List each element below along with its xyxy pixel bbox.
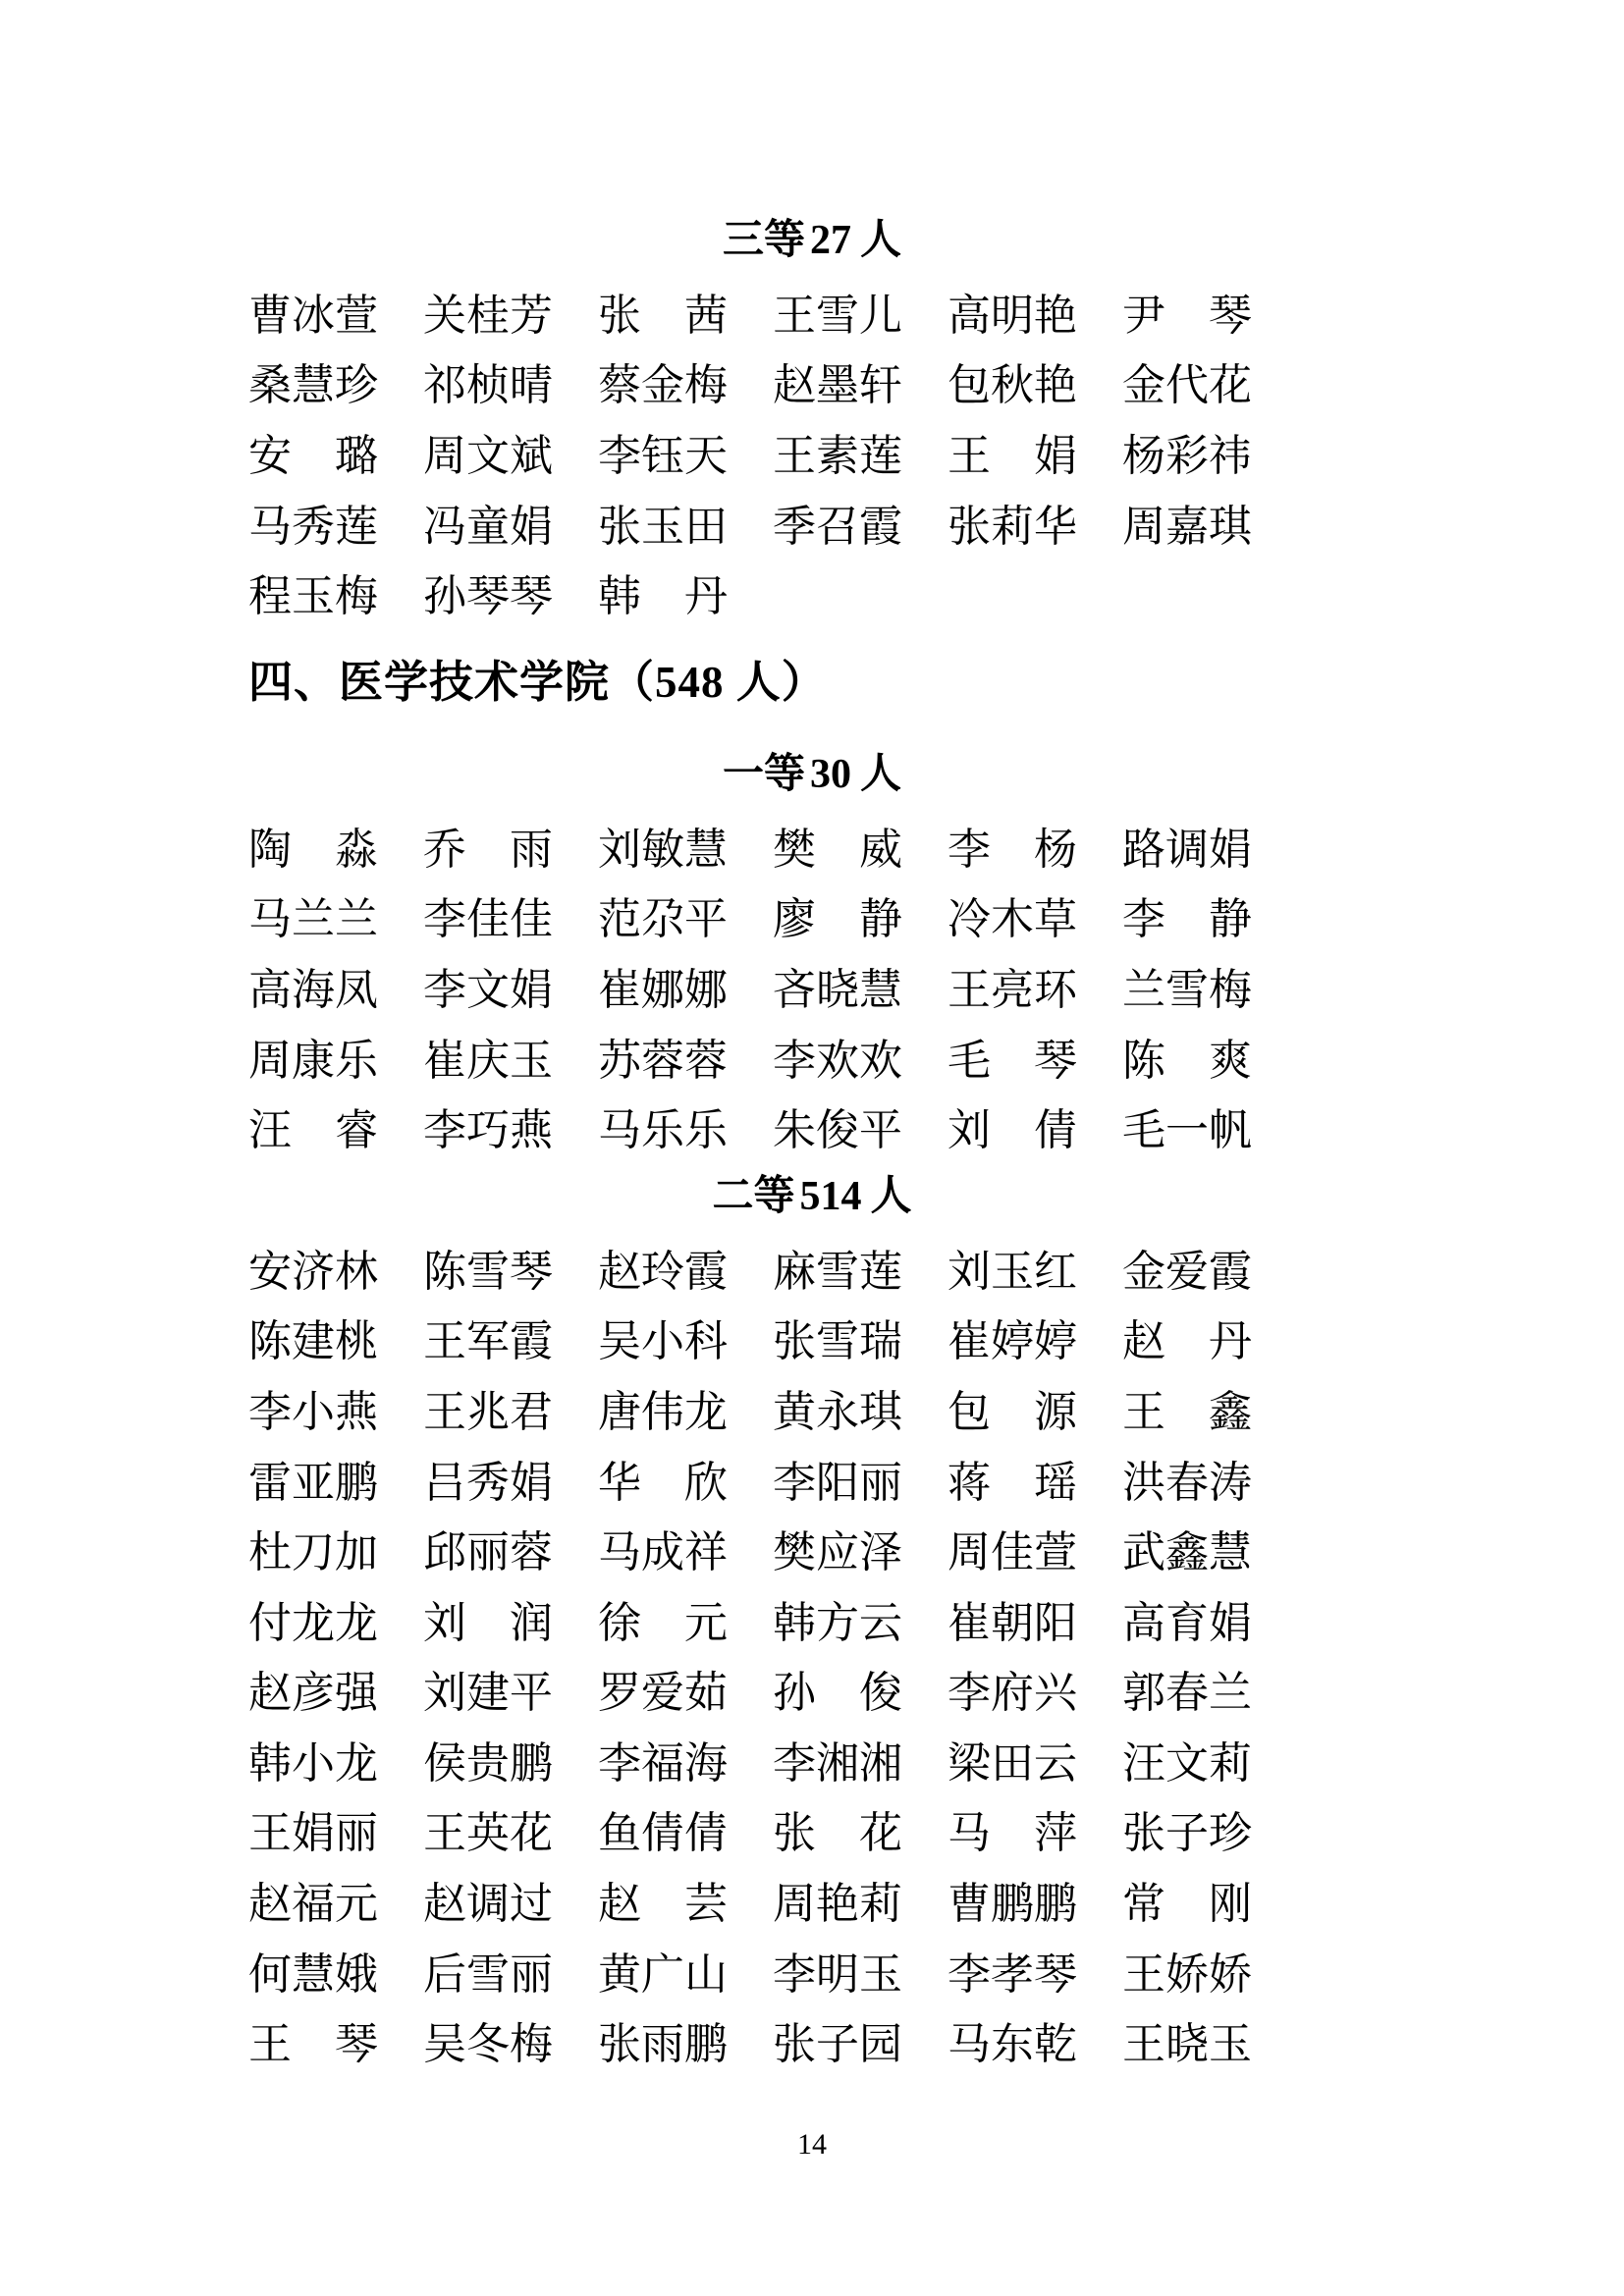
college-heading: 四、医学技术学院（548 人） bbox=[248, 657, 827, 707]
person-name: 孙琴琴 bbox=[423, 572, 553, 621]
person-name: 刘 倩 bbox=[947, 1106, 1077, 1155]
person-name: 李文娟 bbox=[423, 965, 553, 1014]
person-name: 曹鹏鹏 bbox=[947, 1880, 1077, 1929]
person-name: 苏蓉蓉 bbox=[598, 1036, 728, 1085]
person-name: 陈雪琴 bbox=[423, 1247, 553, 1296]
person-name: 付龙龙 bbox=[248, 1598, 378, 1647]
person-name: 毛一帆 bbox=[1122, 1106, 1252, 1155]
person-name: 刘玉红 bbox=[947, 1247, 1077, 1296]
grade-heading bbox=[248, 739, 1376, 810]
person-name: 鱼倩倩 bbox=[598, 1809, 728, 1858]
person-name: 赵 芸 bbox=[598, 1880, 728, 1929]
person-name: 毛 琴 bbox=[947, 1036, 1077, 1085]
person-name: 周嘉琪 bbox=[1122, 502, 1252, 551]
person-name: 郭春兰 bbox=[1122, 1669, 1252, 1718]
name-grid bbox=[248, 810, 1376, 1161]
person-name: 马乐乐 bbox=[598, 1106, 728, 1155]
person-name: 樊应泽 bbox=[773, 1528, 902, 1577]
person-name: 赵 丹 bbox=[1122, 1317, 1252, 1366]
person-name: 汪文莉 bbox=[1122, 1738, 1252, 1788]
person-name: 孙 俊 bbox=[773, 1669, 902, 1718]
person-name: 高明艳 bbox=[947, 291, 1077, 340]
person-name: 包 源 bbox=[947, 1387, 1077, 1436]
person-name: 王 琴 bbox=[248, 2020, 378, 2069]
person-name: 张雪瑞 bbox=[773, 1317, 902, 1366]
person-name: 包秋艳 bbox=[947, 361, 1077, 410]
person-name: 崔庆玉 bbox=[423, 1036, 553, 1085]
person-name: 张子园 bbox=[773, 2020, 902, 2069]
person-name: 王兆君 bbox=[423, 1387, 553, 1436]
person-name: 尹 琴 bbox=[1122, 291, 1252, 340]
person-name: 赵玲霞 bbox=[598, 1247, 728, 1296]
person-name: 陶 淼 bbox=[248, 825, 378, 874]
grade-name: 二等 bbox=[712, 1173, 795, 1219]
grade-count-unit: 人 bbox=[870, 1173, 912, 1219]
person-name: 蒋 瑶 bbox=[947, 1458, 1077, 1507]
person-name: 王亮环 bbox=[947, 965, 1077, 1014]
person-name: 李阳丽 bbox=[773, 1458, 902, 1507]
person-name: 季召霞 bbox=[773, 502, 902, 551]
person-name: 洪春涛 bbox=[1122, 1458, 1252, 1507]
grade-count: 30 bbox=[810, 751, 851, 797]
person-name: 金爱霞 bbox=[1122, 1247, 1252, 1296]
person-name: 李 静 bbox=[1122, 895, 1252, 944]
person-name: 梁田云 bbox=[947, 1738, 1077, 1788]
grade-count-unit: 人 bbox=[860, 751, 902, 797]
grade-heading bbox=[248, 1161, 1376, 1232]
person-name: 王娟丽 bbox=[248, 1809, 378, 1858]
person-name: 徐 元 bbox=[598, 1598, 728, 1647]
person-name: 乔 雨 bbox=[423, 825, 553, 874]
person-name: 韩方云 bbox=[773, 1598, 902, 1647]
person-name: 李明玉 bbox=[773, 1949, 902, 1999]
person-name: 唐伟龙 bbox=[598, 1387, 728, 1436]
name-grid bbox=[248, 1232, 1376, 2075]
person-name: 桑慧珍 bbox=[248, 361, 378, 410]
person-name: 陈建桃 bbox=[248, 1317, 378, 1366]
grade-name: 一等 bbox=[722, 751, 805, 797]
person-name: 高海凤 bbox=[248, 965, 378, 1014]
person-name: 陈 爽 bbox=[1122, 1036, 1252, 1085]
grade-name: 三等 bbox=[722, 218, 805, 263]
person-name: 马兰兰 bbox=[248, 895, 378, 944]
grade-heading bbox=[248, 205, 1376, 276]
person-name: 路调娟 bbox=[1122, 825, 1252, 874]
person-name: 李欢欢 bbox=[773, 1036, 902, 1085]
person-name: 吕秀娟 bbox=[423, 1458, 553, 1507]
person-name: 吝晓慧 bbox=[773, 965, 902, 1014]
person-name: 赵墨轩 bbox=[773, 361, 902, 410]
person-name: 王娇娇 bbox=[1122, 1949, 1252, 1999]
person-name: 李 杨 bbox=[947, 825, 1077, 874]
person-name: 赵调过 bbox=[423, 1880, 553, 1929]
person-name: 崔婷婷 bbox=[947, 1317, 1077, 1366]
grade-count-unit: 人 bbox=[860, 218, 902, 263]
person-name: 黄永琪 bbox=[773, 1387, 902, 1436]
person-name: 王素莲 bbox=[773, 431, 902, 480]
person-name: 何慧娥 bbox=[248, 1949, 378, 1999]
person-name: 王晓玉 bbox=[1122, 2020, 1252, 2069]
person-name: 吴小科 bbox=[598, 1317, 728, 1366]
person-name: 侯贵鹏 bbox=[423, 1738, 553, 1788]
grade-count: 514 bbox=[799, 1173, 862, 1219]
person-name: 廖 静 bbox=[773, 895, 902, 944]
person-name: 麻雪莲 bbox=[773, 1247, 902, 1296]
person-name: 马成祥 bbox=[598, 1528, 728, 1577]
person-name: 周康乐 bbox=[248, 1036, 378, 1085]
page-number: 14 bbox=[797, 2128, 827, 2161]
person-name: 黄广山 bbox=[598, 1949, 728, 1999]
person-name: 后雪丽 bbox=[423, 1949, 553, 1999]
person-name: 张 花 bbox=[773, 1809, 902, 1858]
person-name: 金代花 bbox=[1122, 361, 1252, 410]
person-name: 樊 威 bbox=[773, 825, 902, 874]
name-grid bbox=[248, 276, 1376, 627]
person-name: 张子珍 bbox=[1122, 1809, 1252, 1858]
person-name: 韩小龙 bbox=[248, 1738, 378, 1788]
person-name: 邱丽蓉 bbox=[423, 1528, 553, 1577]
person-name: 华 欣 bbox=[598, 1458, 728, 1507]
person-name: 关桂芳 bbox=[423, 291, 553, 340]
person-name: 韩 丹 bbox=[598, 572, 728, 621]
person-name: 赵彦强 bbox=[248, 1669, 378, 1718]
person-name: 王 鑫 bbox=[1122, 1387, 1252, 1436]
person-name: 王英花 bbox=[423, 1809, 553, 1858]
person-name: 马东乾 bbox=[947, 2020, 1077, 2069]
person-name: 安济林 bbox=[248, 1247, 378, 1296]
person-name: 蔡金梅 bbox=[598, 361, 728, 410]
person-name: 周文斌 bbox=[423, 431, 553, 480]
person-name: 李湘湘 bbox=[773, 1738, 902, 1788]
person-name: 汪 睿 bbox=[248, 1106, 378, 1155]
person-name: 李钰天 bbox=[598, 431, 728, 480]
person-name: 刘建平 bbox=[423, 1669, 553, 1718]
person-name: 崔朝阳 bbox=[947, 1598, 1077, 1647]
person-name: 王军霞 bbox=[423, 1317, 553, 1366]
person-name: 马 萍 bbox=[947, 1809, 1077, 1858]
person-name: 李府兴 bbox=[947, 1669, 1077, 1718]
person-name: 张雨鹏 bbox=[598, 2020, 728, 2069]
person-name: 兰雪梅 bbox=[1122, 965, 1252, 1014]
person-name: 冷木草 bbox=[947, 895, 1077, 944]
person-name: 程玉梅 bbox=[248, 572, 378, 621]
person-name: 武鑫慧 bbox=[1122, 1528, 1252, 1577]
person-name: 曹冰萱 bbox=[248, 291, 378, 340]
person-name: 王雪儿 bbox=[773, 291, 902, 340]
person-name: 张莉华 bbox=[947, 502, 1077, 551]
page-footer bbox=[248, 2128, 1376, 2162]
person-name: 祁桢晴 bbox=[423, 361, 553, 410]
person-name: 周佳萱 bbox=[947, 1528, 1077, 1577]
person-name: 张 茜 bbox=[598, 291, 728, 340]
person-name: 吴冬梅 bbox=[423, 2020, 553, 2069]
person-name: 赵福元 bbox=[248, 1880, 378, 1929]
person-name: 李孝琴 bbox=[947, 1949, 1077, 1999]
person-name: 李小燕 bbox=[248, 1387, 378, 1436]
person-name: 张玉田 bbox=[598, 502, 728, 551]
person-name: 雷亚鹏 bbox=[248, 1458, 378, 1507]
person-name: 杜刀加 bbox=[248, 1528, 378, 1577]
person-name: 罗爱茹 bbox=[598, 1669, 728, 1718]
person-name: 李福海 bbox=[598, 1738, 728, 1788]
person-name: 安 璐 bbox=[248, 431, 378, 480]
award-list-content bbox=[248, 205, 1376, 2075]
person-name: 范尕平 bbox=[598, 895, 728, 944]
person-name: 高育娟 bbox=[1122, 1598, 1252, 1647]
person-name: 王 娟 bbox=[947, 431, 1077, 480]
person-name: 刘 润 bbox=[423, 1598, 553, 1647]
person-name: 常 刚 bbox=[1122, 1880, 1252, 1929]
person-name: 朱俊平 bbox=[773, 1106, 902, 1155]
person-name: 杨彩祎 bbox=[1122, 431, 1252, 480]
grade-count: 27 bbox=[810, 218, 851, 263]
person-name: 李佳佳 bbox=[423, 895, 553, 944]
person-name: 刘敏慧 bbox=[598, 825, 728, 874]
person-name: 马秀莲 bbox=[248, 502, 378, 551]
person-name: 冯童娟 bbox=[423, 502, 553, 551]
person-name: 周艳莉 bbox=[773, 1880, 902, 1929]
person-name: 崔娜娜 bbox=[598, 965, 728, 1014]
person-name: 李巧燕 bbox=[423, 1106, 553, 1155]
